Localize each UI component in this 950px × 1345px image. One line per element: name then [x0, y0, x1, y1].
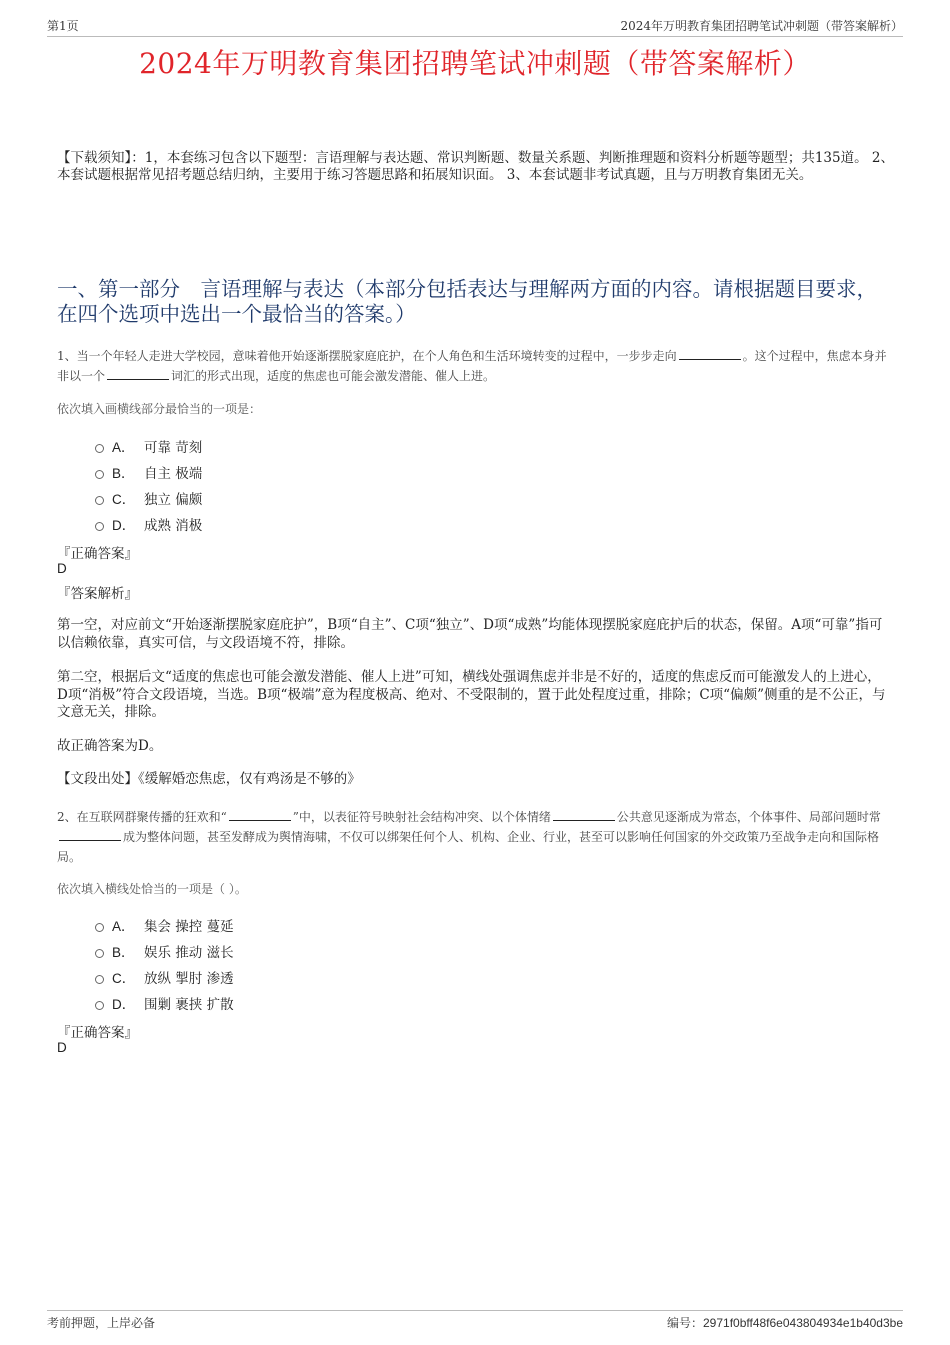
option-a[interactable]: A． 集会 操控 蔓延 — [95, 912, 234, 938]
blank-line — [59, 828, 121, 841]
question-2-stem: 2、在互联网群聚传播的狂欢和“ ”中，以表征符号映射社会结构冲突、以个体情绪 公共意见逐渐成为常态，个体事件、局部问题时常成为整体问题，甚至发酵成为舆情海啸，不仅可以绑架任何个人、机构、企业、行业，甚至可以影响任何国家的外交政策乃至战争走向和国际格局。 — [57, 810, 881, 864]
question-2-prompt: 依次填入横线处恰当的一项是（ ）。 — [57, 882, 247, 896]
answer-label: 『正确答案』 — [57, 1025, 138, 1041]
section-heading: 一、第一部分 言语理解与表达（本部分包括表达与理解两方面的内容。请根据题目要求，在四个选项中选出一个最恰当的答案。） — [57, 277, 877, 326]
radio-icon[interactable] — [95, 496, 104, 505]
analysis-conclusion: 故正确答案为D。 — [57, 738, 163, 754]
option-d[interactable]: D． 围剿 裹挟 扩散 — [95, 990, 234, 1016]
page-header — [47, 14, 903, 37]
analysis-paragraph: 第一空，对应前文“开始逐渐摆脱家庭庇护”，B项“自主”、C项“独立”、D项“成熟”均能体现摆脱家庭庇护后的状态，保留。A项“可靠”指可以信赖依靠，真实可信，与文段语境不符，排除。 — [57, 617, 883, 651]
option-d[interactable]: D． 成熟 消极 — [95, 511, 202, 537]
page-footer — [47, 1310, 903, 1333]
option-c[interactable]: C． 放纵 掣肘 渗透 — [95, 964, 234, 990]
answer-label: 『正确答案』 — [57, 546, 138, 562]
document-title: 2024年万明教育集团招聘笔试冲刺题（带答案解析） — [139, 47, 811, 80]
blank-line — [107, 367, 169, 380]
radio-icon[interactable] — [95, 975, 104, 984]
option-b[interactable]: B． 娱乐 推动 滋长 — [95, 938, 234, 964]
radio-icon[interactable] — [95, 444, 104, 453]
radio-icon[interactable] — [95, 949, 104, 958]
option-a[interactable]: A． 可靠 苛刻 — [95, 433, 202, 459]
download-notice: 【下载须知】：1，本套练习包含以下题型：言语理解与表达题、常识判断题、数量关系题、判断推理题和资料分析题等题型；共135道。 2、本套试题根据常见招考题总结归纳，主要用于练习答题思路和拓展知识面。 3、本套试题非考试真题，且与万明教育集团无关。 — [57, 150, 894, 183]
question-1-stem: 1、当一个年轻人走进大学校园，意味着他开始逐渐摆脱家庭庇护，在个人角色和生活环境转变的过程中，一步步走向 。这个过程中，焦虑本身并非以一个 词汇的形式出现，适度的焦虑也可能会激发潜能、催人上进。 — [57, 349, 887, 383]
question-2-options — [95, 912, 234, 1016]
answer-value: D — [57, 1040, 67, 1055]
radio-icon[interactable] — [95, 470, 104, 479]
option-b[interactable]: B． 自主 极端 — [95, 459, 202, 485]
option-c[interactable]: C． 独立 偏颇 — [95, 485, 202, 511]
question-1-options — [95, 433, 202, 537]
analysis-paragraph: 第二空，根据后文“适度的焦虑也可能会激发潜能、催人上进”可知，横线处强调焦虑并非是不好的，适度的焦虑反而可能激发人的上进心，D项“消极”符合文段语境，当选。B项“极端”意为程度极高、绝对、不受限制的，置于此处程度过重，排除；C项“偏颇”侧重的是不公正，与文意无关，排除。 — [57, 669, 886, 720]
page-number: 第1页 — [47, 19, 79, 33]
question-1-prompt: 依次填入画横线部分最恰当的一项是： — [57, 402, 262, 416]
radio-icon[interactable] — [95, 522, 104, 531]
analysis-label: 『答案解析』 — [57, 586, 138, 602]
blank-line — [679, 347, 741, 360]
footer-slogan: 考前押题，上岸必备 — [47, 1315, 156, 1330]
blank-line — [229, 808, 291, 821]
blank-line — [553, 808, 615, 821]
radio-icon[interactable] — [95, 923, 104, 932]
document-code: 编号：2971f0bff48f6e043804934e1b40d3be — [666, 1315, 903, 1330]
radio-icon[interactable] — [95, 1001, 104, 1010]
answer-value: D — [57, 561, 67, 576]
header-doc-title: 2024年万明教育集团招聘笔试冲刺题（带答案解析） — [620, 19, 903, 33]
source-citation: 【文段出处】《缓解婚恋焦虑，仅有鸡汤是不够的》 — [57, 771, 361, 787]
